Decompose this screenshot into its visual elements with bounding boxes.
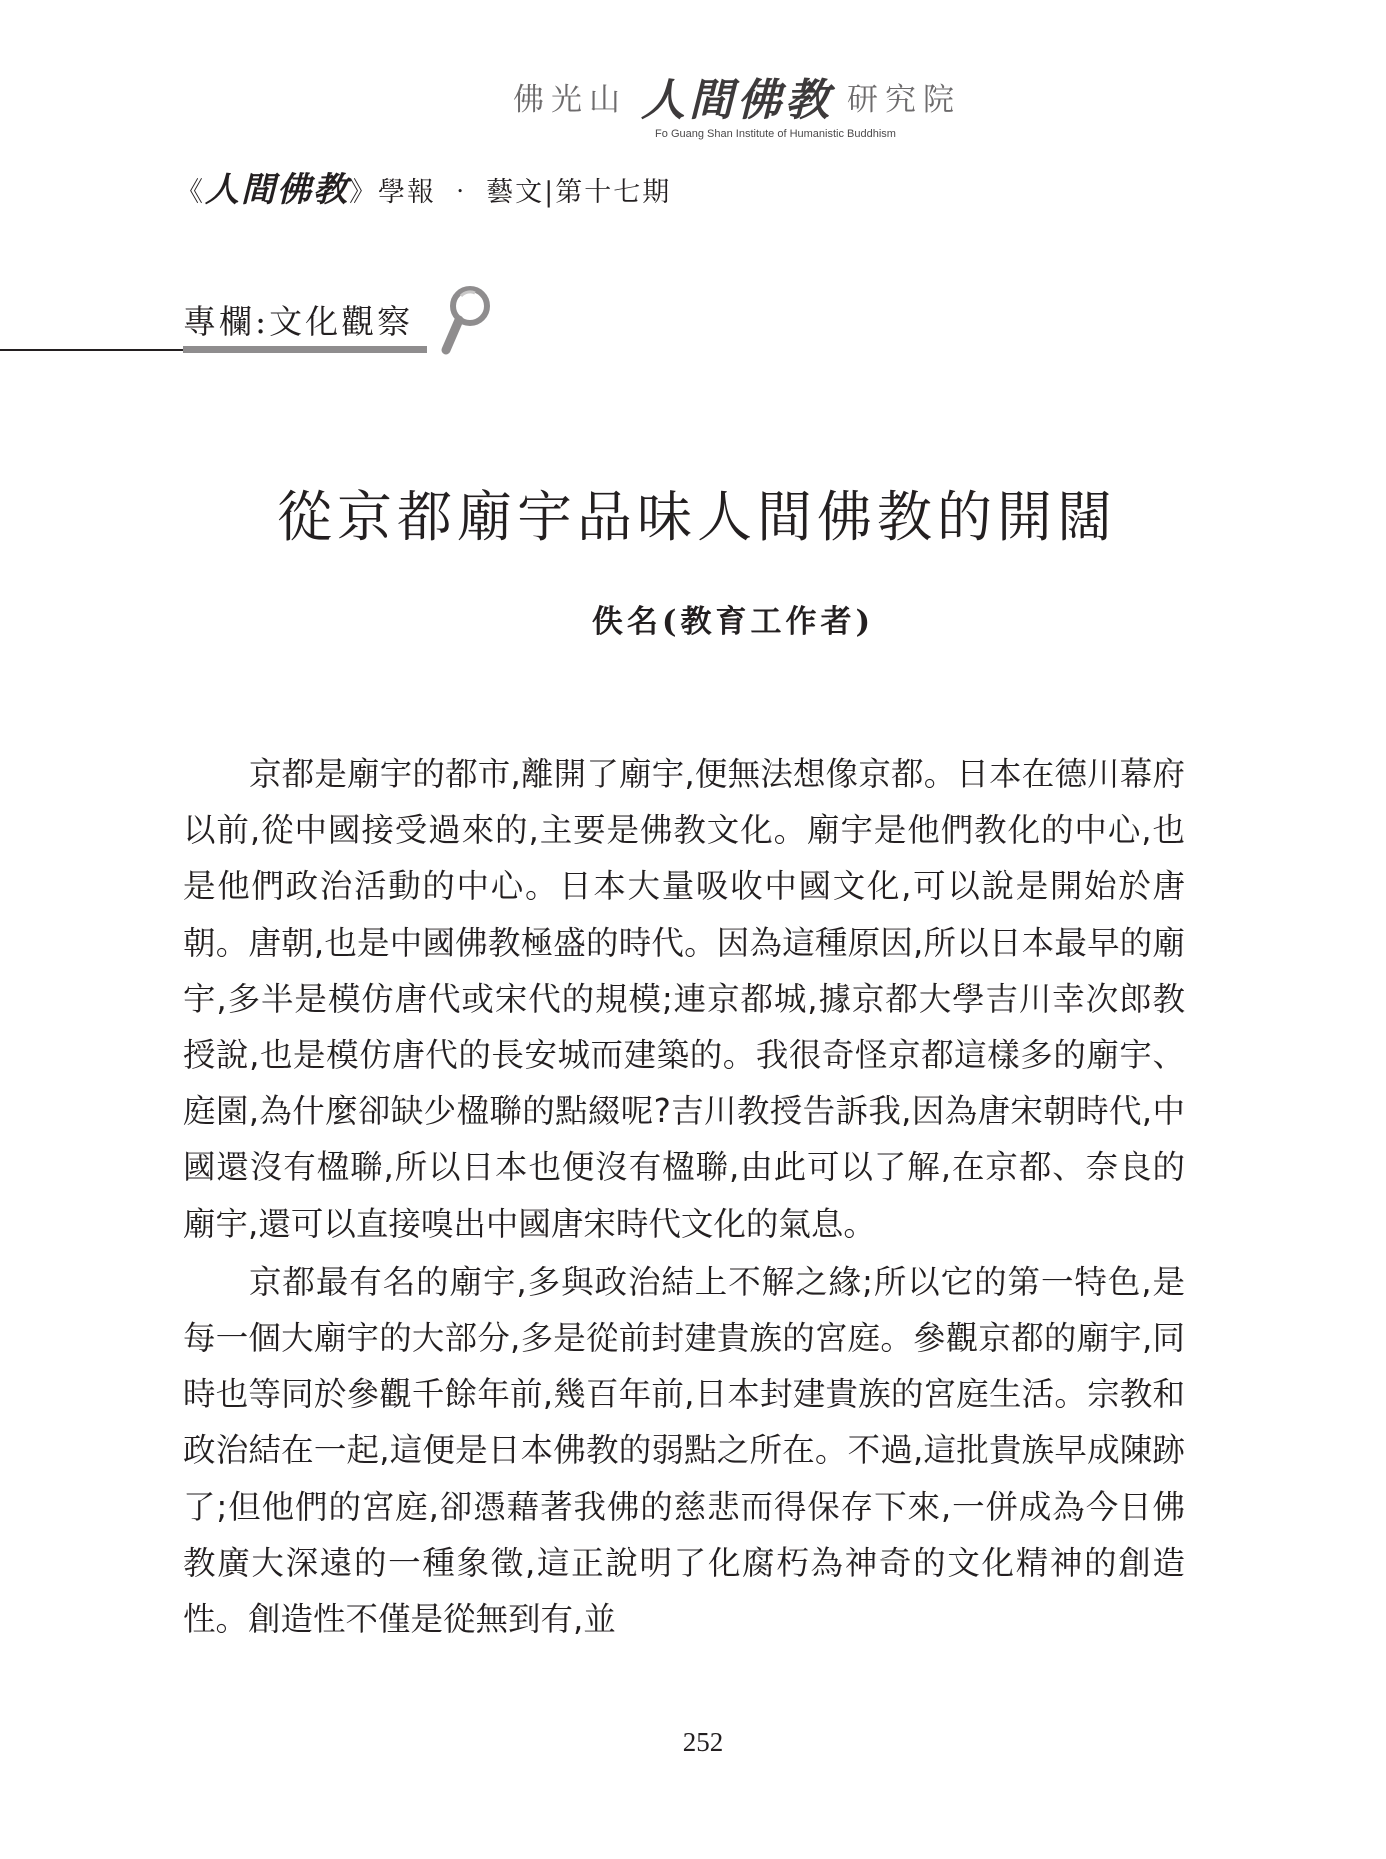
running-header-journal: 人間佛教 (205, 170, 349, 210)
article-title: 從京都廟宇品味人間佛教的開闊 (276, 485, 1117, 549)
column-label: 專欄:文化觀察 (183, 302, 414, 341)
logo-brand: 人間佛教 (641, 75, 833, 126)
article-body (183, 746, 1185, 1647)
logo-prefix: 佛光山 (513, 81, 627, 118)
column-rule-thick (183, 346, 427, 353)
article-author: 佚名(教育工作者) (591, 604, 875, 640)
running-header (176, 162, 671, 211)
running-header-rest: 》學報 ‧ 藝文|第十七期 (349, 177, 672, 208)
institute-logo (0, 64, 1386, 140)
body-paragraph: 京都是廟宇的都市,離開了廟宇,便無法想像京都。日本在德川幕府以前,從中國接受過來的,主要是佛教文化。廟宇是他們教化的中心,也是他們政治活動的中心。日本大量吸收中國文化,可以說是開始於唐朝。唐朝,也是中國佛教極盛的時代。因為這種原因,所以日本最早的廟宇,多半是模仿唐代或宋代的規模;連京都城,據京都大學吉川幸次郎教授說,也是模仿唐代的長安城而建築的。我很奇怪京都這樣多的廟宇、庭園,為什麼卻缺少楹聯的點綴呢?吉川教授告訴我,因為唐宋朝時代,中國還沒有楹聯,所以日本也便沒有楹聯,由此可以了解,在京都、奈良的廟宇,還可以直接嗅出中國唐宋時代文化的氣息。 (183, 755, 1185, 1243)
running-header-open: 《 (176, 177, 205, 208)
magnifier-icon (438, 282, 498, 362)
logo-line (513, 64, 961, 128)
column-rule-thin (0, 349, 183, 351)
logo-suffix: 研究院 (847, 81, 961, 118)
logo-english: Fo Guang Shan Institute of Humanistic Buddhism (655, 128, 896, 140)
body-paragraph: 京都最有名的廟宇,多與政治結上不解之緣;所以它的第一特色,是每一個大廟宇的大部分,多是從前封建貴族的宮庭。參觀京都的廟宇,同時也等同於參觀千餘年前,幾百年前,日本封建貴族的宮庭生活。宗教和政治結在一起,這便是日本佛教的弱點之所在。不過,這批貴族早成陳跡了;但他們的宮庭,卻憑藉著我佛的慈悲而得保存下來,一併成為今日佛教廣大深遠的一種象徵,這正說明了化腐朽為神奇的文化精神的創造性。創造性不僅是從無到有,並 (183, 1262, 1185, 1639)
page-number: 252 (682, 1727, 724, 1757)
